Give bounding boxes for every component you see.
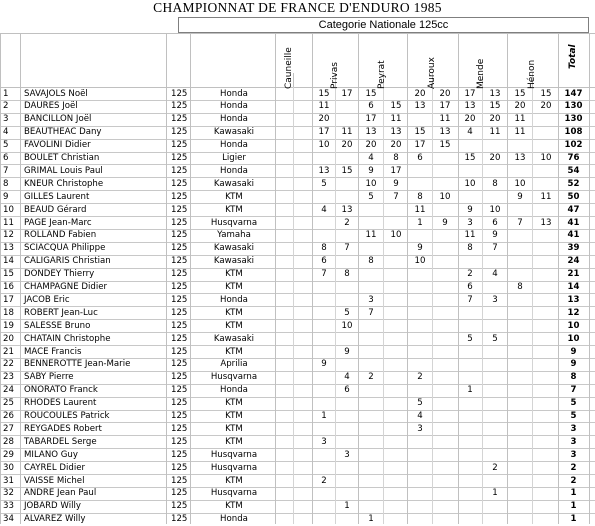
- page-title: CHAMPIONNAT DE FRANCE D'ENDURO 1985: [153, 0, 442, 15]
- rider-name: CHATAIN Christophe: [24, 333, 111, 344]
- rider-position: 10: [3, 204, 14, 215]
- engine-class: 125: [171, 307, 188, 318]
- motorcycle-make: Honda: [220, 165, 248, 176]
- venue-header: Hénon: [527, 59, 537, 89]
- rider-total: 47: [567, 204, 580, 215]
- race-score: 13: [341, 204, 353, 215]
- engine-class: 125: [171, 153, 188, 163]
- total-header: Total: [568, 44, 578, 69]
- engine-class: 125: [171, 449, 188, 460]
- rider-total: 1: [570, 501, 577, 512]
- race-score: 2: [492, 462, 498, 473]
- rider-name: ALVAREZ Willy: [24, 514, 86, 525]
- race-score: 15: [318, 88, 330, 99]
- motorcycle-make: Honda: [220, 88, 248, 99]
- rider-total: 1: [570, 514, 577, 525]
- rider-position: 12: [3, 230, 14, 241]
- engine-class: 125: [171, 333, 188, 344]
- rider-total: 130: [564, 114, 583, 125]
- rider-total: 130: [564, 101, 583, 112]
- race-score: 10: [514, 178, 526, 189]
- rider-position: 27: [3, 423, 14, 434]
- venue-header: Auroux: [427, 57, 437, 89]
- race-score: 17: [365, 114, 377, 125]
- motorcycle-make: Husqvarna: [210, 217, 258, 228]
- engine-class: 125: [171, 294, 188, 305]
- rider-name: SABY Pierre: [24, 372, 74, 383]
- race-score: 3: [467, 217, 473, 228]
- rider-position: 5: [3, 140, 9, 151]
- race-score: 8: [344, 269, 350, 280]
- race-score: 13: [318, 165, 330, 176]
- rider-name: MACE Francis: [24, 346, 82, 357]
- rider-total: 7: [570, 385, 577, 396]
- motorcycle-make: Honda: [220, 140, 248, 151]
- race-score: 5: [344, 307, 350, 318]
- engine-class: 125: [171, 436, 188, 447]
- race-score: 4: [321, 204, 327, 215]
- race-score: 8: [467, 243, 473, 254]
- engine-class: 125: [171, 320, 188, 331]
- race-score: 10: [365, 178, 377, 189]
- rider-position: 20: [3, 333, 14, 344]
- race-score: 2: [467, 269, 473, 280]
- race-score: 13: [540, 217, 552, 228]
- race-score: 9: [368, 165, 374, 176]
- race-score: 8: [321, 243, 327, 254]
- race-score: 17: [414, 140, 426, 151]
- rider-position: 8: [3, 178, 9, 189]
- rider-position: 1: [3, 88, 9, 99]
- venue-header: Cauneille: [284, 47, 294, 89]
- rider-total: 41: [567, 217, 580, 228]
- rider-total: 76: [567, 153, 580, 163]
- rider-name: ONORATO Franck: [24, 385, 98, 396]
- race-score: 11: [540, 191, 552, 202]
- race-score: 20: [439, 88, 451, 99]
- race-score: 11: [489, 127, 501, 138]
- rider-total: 102: [564, 140, 583, 151]
- race-score: 13: [439, 127, 451, 138]
- race-score: 13: [390, 127, 402, 138]
- motorcycle-make: Husqvarna: [210, 488, 258, 499]
- race-score: 10: [489, 204, 501, 215]
- race-score: 20: [341, 140, 353, 151]
- rider-total: 10: [567, 320, 580, 331]
- race-score: 7: [344, 243, 350, 254]
- rider-total: 108: [564, 127, 583, 138]
- race-score: 2: [417, 372, 423, 383]
- rider-total: 1: [570, 488, 577, 499]
- rider-name: ROUCOULES Patrick: [24, 411, 110, 421]
- rider-name: JACOB Eric: [24, 294, 70, 305]
- rider-total: 5: [570, 411, 577, 421]
- race-score: 10: [464, 178, 476, 189]
- race-score: 11: [514, 114, 526, 125]
- race-score: 20: [365, 140, 377, 151]
- race-score: 1: [368, 514, 374, 525]
- race-score: 10: [414, 256, 426, 267]
- engine-class: 125: [171, 462, 188, 473]
- engine-class: 125: [171, 488, 188, 499]
- engine-class: 125: [171, 514, 188, 525]
- race-score: 8: [393, 153, 399, 163]
- rider-total: 39: [567, 243, 580, 254]
- race-score: 4: [492, 269, 498, 280]
- rider-position: 19: [3, 320, 14, 331]
- rider-total: 54: [567, 165, 580, 176]
- race-score: 4: [467, 127, 473, 138]
- rider-name: GRIMAL Louis Paul: [24, 165, 103, 176]
- race-score: 10: [439, 191, 451, 202]
- rider-position: 7: [3, 165, 9, 176]
- race-score: 9: [517, 191, 523, 202]
- venue-header: Mende: [476, 58, 486, 89]
- race-score: 1: [492, 488, 498, 499]
- race-score: 8: [517, 282, 523, 292]
- rider-position: 23: [3, 372, 14, 383]
- rider-total: 13: [567, 294, 580, 305]
- rider-name: ROLLAND Fabien: [24, 230, 97, 241]
- engine-class: 125: [171, 165, 188, 176]
- motorcycle-make: Honda: [220, 101, 248, 112]
- venue-header: Privas: [330, 62, 340, 89]
- motorcycle-make: Husqvarna: [210, 462, 258, 473]
- race-score: 15: [489, 101, 501, 112]
- rider-position: 33: [3, 501, 14, 512]
- motorcycle-make: Aprilia: [220, 359, 248, 370]
- race-score: 10: [390, 230, 402, 241]
- rider-name: ROBERT Jean-Luc: [24, 307, 98, 318]
- race-score: 8: [417, 191, 423, 202]
- motorcycle-make: KTM: [225, 320, 243, 331]
- engine-class: 125: [171, 140, 188, 151]
- motorcycle-make: Ligier: [222, 153, 246, 163]
- race-score: 17: [318, 127, 330, 138]
- race-score: 3: [368, 294, 374, 305]
- rider-position: 9: [3, 191, 9, 202]
- race-score: 5: [368, 191, 374, 202]
- rider-total: 24: [567, 256, 580, 267]
- engine-class: 125: [171, 359, 188, 370]
- rider-position: 15: [3, 269, 14, 280]
- rider-total: 3: [570, 423, 577, 434]
- motorcycle-make: Honda: [220, 385, 248, 396]
- race-score: 3: [344, 449, 350, 460]
- engine-class: 125: [171, 501, 188, 512]
- motorcycle-make: KTM: [225, 191, 243, 202]
- race-score: 17: [341, 88, 353, 99]
- motorcycle-make: KTM: [225, 501, 243, 512]
- engine-class: 125: [171, 127, 188, 138]
- rider-name: REYGADES Robert: [24, 423, 102, 434]
- race-score: 3: [492, 294, 498, 305]
- rider-name: CALIGARIS Christian: [24, 256, 111, 267]
- engine-class: 125: [171, 423, 188, 434]
- rider-name: SALESSE Bruno: [24, 320, 91, 331]
- race-score: 8: [492, 178, 498, 189]
- rider-position: 34: [3, 514, 14, 525]
- rider-total: 52: [567, 178, 580, 189]
- motorcycle-make: Yamaha: [217, 230, 251, 241]
- rider-name: BEAUD Gérard: [24, 204, 87, 215]
- engine-class: 125: [171, 372, 188, 383]
- rider-total: 8: [570, 372, 577, 383]
- engine-class: 125: [171, 88, 188, 99]
- rider-position: 29: [3, 449, 14, 460]
- rider-name: DAURES Joël: [24, 101, 78, 112]
- race-score: 13: [514, 153, 526, 163]
- motorcycle-make: KTM: [225, 307, 243, 318]
- rider-name: BEAUTHEAC Dany: [24, 127, 102, 138]
- race-score: 4: [417, 411, 423, 421]
- race-score: 20: [514, 101, 526, 112]
- engine-class: 125: [171, 217, 188, 228]
- rider-total: 2: [570, 475, 577, 486]
- race-score: 20: [464, 114, 476, 125]
- motorcycle-make: Honda: [220, 114, 248, 125]
- race-score: 7: [393, 191, 399, 202]
- race-score: 1: [467, 385, 473, 396]
- rider-position: 6: [3, 153, 9, 163]
- race-score: 11: [514, 127, 526, 138]
- race-score: 7: [368, 307, 374, 318]
- rider-position: 16: [3, 282, 14, 292]
- motorcycle-make: KTM: [225, 282, 243, 292]
- motorcycle-make: KTM: [225, 423, 243, 434]
- rider-name: TABARDEL Serge: [24, 436, 97, 447]
- motorcycle-make: KTM: [225, 398, 243, 409]
- engine-class: 125: [171, 398, 188, 409]
- race-score: 1: [321, 411, 327, 421]
- rider-total: 9: [570, 359, 577, 370]
- race-score: 15: [414, 127, 426, 138]
- motorcycle-make: Kawasaki: [213, 127, 255, 138]
- rider-total: 12: [567, 307, 580, 318]
- rider-name: BOULET Christian: [24, 153, 100, 163]
- race-score: 17: [390, 165, 402, 176]
- rider-total: 2: [570, 462, 577, 473]
- race-score: 9: [467, 204, 473, 215]
- engine-class: 125: [171, 269, 188, 280]
- race-score: 13: [414, 101, 426, 112]
- race-score: 8: [368, 256, 374, 267]
- rider-name: KNEUR Christophe: [24, 178, 104, 189]
- motorcycle-make: KTM: [225, 475, 243, 486]
- rider-position: 30: [3, 462, 14, 473]
- race-score: 11: [341, 127, 353, 138]
- race-score: 6: [492, 217, 498, 228]
- race-score: 11: [390, 114, 402, 125]
- race-score: 20: [489, 114, 501, 125]
- race-score: 5: [492, 333, 498, 344]
- race-score: 4: [368, 153, 374, 163]
- motorcycle-make: Honda: [220, 294, 248, 305]
- rider-position: 21: [3, 346, 14, 357]
- rider-position: 17: [3, 294, 14, 305]
- rider-total: 3: [570, 449, 577, 460]
- motorcycle-make: Kawasaki: [213, 178, 255, 189]
- rider-name: BENNEROTTE Jean-Marie: [24, 359, 131, 370]
- race-score: 3: [417, 423, 423, 434]
- rider-position: 24: [3, 385, 14, 396]
- motorcycle-make: Honda: [220, 514, 248, 525]
- race-score: 13: [464, 101, 476, 112]
- rider-name: ANDRE Jean Paul: [24, 488, 97, 499]
- race-score: 7: [467, 294, 473, 305]
- motorcycle-make: KTM: [225, 346, 243, 357]
- engine-class: 125: [171, 230, 188, 241]
- rider-total: 10: [567, 333, 580, 344]
- race-score: 5: [467, 333, 473, 344]
- race-score: 3: [321, 436, 327, 447]
- rider-position: 13: [3, 243, 14, 254]
- race-score: 9: [344, 346, 350, 357]
- race-score: 7: [321, 269, 327, 280]
- rider-total: 50: [567, 191, 580, 202]
- race-score: 15: [464, 153, 476, 163]
- rider-name: CAYREL Didier: [24, 462, 86, 473]
- rider-name: SCIACQUA Philippe: [24, 243, 106, 254]
- race-score: 15: [540, 88, 552, 99]
- engine-class: 125: [171, 411, 188, 421]
- engine-class: 125: [171, 243, 188, 254]
- race-score: 20: [318, 114, 330, 125]
- race-score: 1: [417, 217, 423, 228]
- race-score: 6: [368, 101, 374, 112]
- motorcycle-make: KTM: [225, 204, 243, 215]
- race-score: 20: [390, 140, 402, 151]
- motorcycle-make: KTM: [225, 269, 243, 280]
- motorcycle-make: Kawasaki: [213, 333, 255, 344]
- rider-total: 3: [570, 436, 577, 447]
- race-score: 4: [344, 372, 350, 383]
- race-score: 6: [321, 256, 327, 267]
- motorcycle-make: Husqvarna: [210, 372, 258, 383]
- race-score: 9: [321, 359, 327, 370]
- engine-class: 125: [171, 475, 188, 486]
- rider-total: 147: [564, 88, 583, 99]
- engine-class: 125: [171, 256, 188, 267]
- rider-name: PAGE Jean-Marc: [24, 217, 92, 228]
- engine-class: 125: [171, 114, 188, 125]
- rider-position: 3: [3, 114, 9, 125]
- race-score: 7: [517, 217, 523, 228]
- motorcycle-make: KTM: [225, 411, 243, 421]
- race-score: 2: [321, 475, 327, 486]
- rider-total: 5: [570, 398, 577, 409]
- race-score: 20: [414, 88, 426, 99]
- rider-name: RHODES Laurent: [24, 398, 97, 409]
- race-score: 11: [318, 101, 330, 112]
- category-subtitle: Categorie Nationale 125cc: [318, 19, 449, 31]
- race-score: 11: [365, 230, 377, 241]
- rider-name: FAVOLINI Didier: [24, 140, 91, 151]
- race-score: 5: [417, 398, 423, 409]
- race-score: 10: [341, 320, 353, 331]
- race-score: 10: [318, 140, 330, 151]
- rider-position: 4: [3, 127, 9, 138]
- race-score: 17: [439, 101, 451, 112]
- race-score: 5: [321, 178, 327, 189]
- rider-position: 18: [3, 307, 14, 318]
- engine-class: 125: [171, 385, 188, 396]
- race-score: 9: [393, 178, 399, 189]
- rider-position: 31: [3, 475, 14, 486]
- rider-position: 26: [3, 411, 14, 421]
- rider-position: 14: [3, 256, 14, 267]
- race-score: 15: [514, 88, 526, 99]
- rider-name: MILANO Guy: [24, 449, 78, 460]
- race-score: 1: [344, 501, 350, 512]
- rider-name: VAISSE Michel: [24, 475, 85, 486]
- race-score: 9: [417, 243, 423, 254]
- race-score: 9: [442, 217, 448, 228]
- engine-class: 125: [171, 191, 188, 202]
- race-score: 20: [540, 101, 552, 112]
- race-score: 11: [414, 204, 426, 215]
- engine-class: 125: [171, 178, 188, 189]
- rider-position: 11: [3, 217, 14, 228]
- rider-name: DONDEY Thierry: [24, 269, 95, 280]
- race-score: 15: [365, 88, 377, 99]
- engine-class: 125: [171, 282, 188, 292]
- race-score: 15: [439, 140, 451, 151]
- engine-class: 125: [171, 204, 188, 215]
- motorcycle-make: Kawasaki: [213, 256, 255, 267]
- race-score: 6: [344, 385, 350, 396]
- race-score: 11: [439, 114, 451, 125]
- rider-name: SAVAJOLS Noël: [24, 88, 88, 99]
- rider-name: BANCILLON Joël: [24, 114, 92, 125]
- rider-position: 25: [3, 398, 14, 409]
- race-score: 2: [344, 217, 350, 228]
- race-score: 2: [368, 372, 374, 383]
- race-score: 6: [417, 153, 423, 163]
- rider-name: GILLES Laurent: [24, 191, 90, 202]
- race-score: 15: [341, 165, 353, 176]
- rider-total: 21: [567, 269, 580, 280]
- race-score: 20: [489, 153, 501, 163]
- race-score: 9: [492, 230, 498, 241]
- race-score: 13: [365, 127, 377, 138]
- motorcycle-make: Kawasaki: [213, 243, 255, 254]
- race-score: 7: [492, 243, 498, 254]
- race-score: 13: [489, 88, 501, 99]
- rider-position: 2: [3, 101, 9, 112]
- engine-class: 125: [171, 101, 188, 112]
- rider-position: 28: [3, 436, 14, 447]
- race-score: 10: [540, 153, 552, 163]
- race-score: 17: [464, 88, 476, 99]
- venue-header: Peyrat: [377, 60, 387, 89]
- motorcycle-make: Husqvarna: [210, 449, 258, 460]
- race-score: 6: [467, 282, 473, 292]
- race-score: 15: [390, 101, 402, 112]
- rider-name: CHAMPAGNE Didier: [24, 282, 108, 292]
- rider-total: 9: [570, 346, 577, 357]
- race-score: 11: [464, 230, 476, 241]
- rider-total: 41: [567, 230, 580, 241]
- rider-name: JOBARD Willy: [24, 501, 81, 512]
- rider-total: 14: [567, 282, 580, 292]
- rider-position: 22: [3, 359, 14, 370]
- motorcycle-make: KTM: [225, 436, 243, 447]
- engine-class: 125: [171, 346, 188, 357]
- rider-position: 32: [3, 488, 14, 499]
